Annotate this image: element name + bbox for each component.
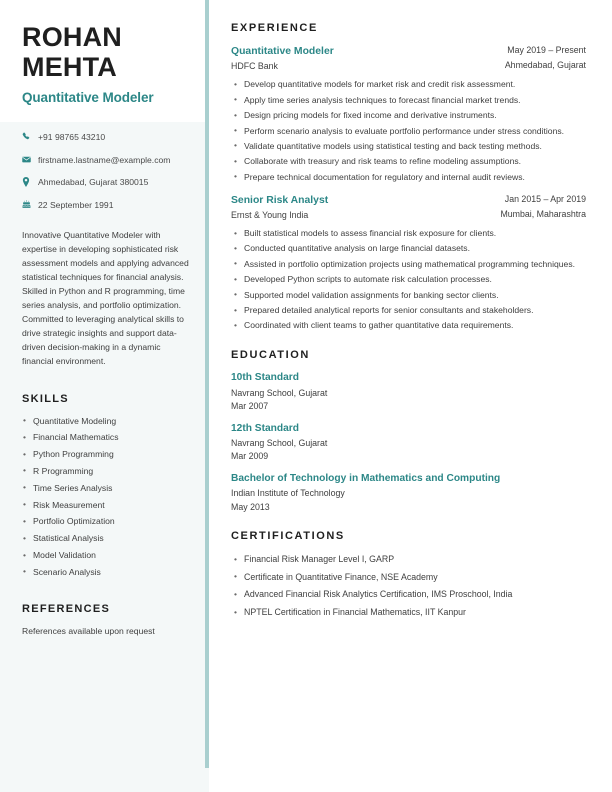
list-item: • Model Validation	[22, 549, 191, 562]
job-location: Ahmedabad, Gujarat	[504, 59, 586, 70]
contact-phone-value: +91 98765 43210	[38, 132, 106, 143]
list-item: • Scenario Analysis	[22, 566, 191, 579]
sidebar	[0, 0, 209, 792]
experience-section	[231, 22, 586, 332]
list-item: • Design pricing models for fixed income and derivative instruments.	[231, 109, 586, 122]
name-block	[22, 0, 191, 105]
candidate-headline: Quantitative Modeler	[22, 90, 154, 106]
references-section-title: REFERENCES	[22, 603, 111, 616]
job-responsibilities	[231, 227, 586, 332]
list-item: • Python Programming	[22, 448, 191, 461]
experience-section-title: EXPERIENCE	[231, 22, 318, 34]
skills-section	[22, 393, 191, 580]
list-item: • Advanced Financial Risk Analytics Certification, IMS Proschool, India	[231, 588, 586, 602]
education-degree: 10th Standard	[231, 372, 299, 384]
references-section	[22, 603, 191, 638]
list-item: • Perform scenario analysis to evaluate portfolio performance under stress conditions.	[231, 125, 586, 138]
certifications-section	[231, 530, 586, 620]
job-organization: HDFC Bank	[231, 61, 278, 71]
job-title: Senior Risk Analyst	[231, 194, 329, 206]
main-column	[209, 0, 612, 792]
education-date: May 2013	[231, 501, 270, 512]
location-pin-icon	[22, 176, 38, 187]
education-entry	[231, 372, 586, 412]
list-item: • Portfolio Optimization	[22, 515, 191, 528]
education-degree: Bachelor of Technology in Mathematics and Computing	[231, 472, 501, 484]
contact-location	[22, 176, 191, 188]
email-icon	[22, 154, 38, 164]
experience-entry-header	[231, 194, 586, 221]
contact-birthday	[22, 199, 191, 211]
experience-entry	[231, 194, 586, 333]
contact-email	[22, 154, 191, 166]
education-section	[231, 349, 586, 513]
skills-section-title: SKILLS	[22, 392, 69, 405]
list-item: • Risk Measurement	[22, 499, 191, 512]
list-item: • Statistical Analysis	[22, 532, 191, 545]
list-item: • Collaborate with treasury and risk teams to refine modeling assumptions.	[231, 155, 586, 168]
contact-location-value: Ahmedabad, Gujarat 380015	[38, 177, 149, 188]
list-item: • Coordinated with client teams to gather quantitative data requirements.	[231, 319, 586, 332]
contact-list	[22, 131, 191, 211]
job-location: Mumbai, Maharashtra	[500, 208, 586, 219]
education-date: Mar 2009	[231, 451, 269, 462]
list-item: • Supported model validation assignments for banking sector clients.	[231, 289, 586, 302]
education-degree: 12th Standard	[231, 422, 299, 434]
list-item: • Time Series Analysis	[22, 482, 191, 495]
education-entry	[231, 473, 586, 513]
list-item: • Prepare technical documentation for regulatory and internal audit reviews.	[231, 171, 586, 184]
job-dates: May 2019 – Present	[507, 45, 586, 55]
candidate-name-line1: ROHAN	[22, 22, 122, 52]
education-date: Mar 2007	[231, 401, 269, 412]
list-item: • Prepared detailed analytical reports for senior consultants and stakeholders.	[231, 304, 586, 317]
references-text: References available upon request	[22, 626, 155, 637]
list-item: • Financial Risk Manager Level I, GARP	[231, 553, 586, 567]
candidate-name-line2: MEHTA	[22, 52, 117, 83]
list-item: • Certificate in Quantitative Finance, NSE Academy	[231, 571, 586, 585]
education-school: Indian Institute of Technology	[231, 488, 345, 499]
list-item: • Financial Mathematics	[22, 431, 191, 444]
list-item: • Develop quantitative models for market risk and credit risk assessment.	[231, 78, 586, 91]
skills-list	[22, 415, 191, 580]
list-item: • Apply time series analysis techniques to forecast financial market trends.	[231, 94, 586, 107]
job-title: Quantitative Modeler	[231, 46, 334, 57]
list-item: • Validate quantitative models using statistical testing and back testing methods.	[231, 140, 586, 153]
job-organization: Ernst & Young India	[231, 209, 309, 220]
list-item: • Developed Python scripts to automate risk calculation processes.	[231, 273, 586, 286]
experience-entry-header	[231, 45, 586, 72]
education-entry	[231, 423, 586, 463]
phone-icon	[22, 131, 38, 141]
education-school: Navrang School, Gujarat	[231, 387, 328, 398]
education-section-title: EDUCATION	[231, 349, 310, 362]
job-dates: Jan 2015 – Apr 2019	[504, 193, 586, 204]
job-responsibilities	[231, 78, 586, 183]
contact-phone	[22, 131, 191, 143]
certifications-list	[231, 553, 586, 620]
education-school: Navrang School, Gujarat	[231, 438, 328, 449]
list-item: • R Programming	[22, 465, 191, 478]
birthday-cake-icon	[22, 199, 38, 209]
sidebar-divider-rule	[205, 0, 209, 768]
list-item: • Conducted quantitative analysis on large financial datasets.	[231, 242, 586, 255]
contact-email-value: firstname.lastname@example.com	[38, 154, 171, 165]
contact-birthday-value: 22 September 1991	[38, 199, 114, 210]
list-item: • Built statistical models to assess financial risk exposure for clients.	[231, 227, 586, 240]
list-item: • Assisted in portfolio optimization projects using mathematical programming techniques.	[231, 258, 586, 271]
list-item: • Quantitative Modeling	[22, 415, 191, 428]
professional-summary: Innovative Quantitative Modeler with expertise in developing sophisticated risk assessment models and applying advanced statistical techniques for financial analysis. Skilled in Python and R programming, time series analysis, and portfolio optimization. Committed to leveraging analytical skills to drive strategic insights and support data-driven decision-making in a dynamic financial environment.	[22, 230, 189, 366]
certifications-section-title: CERTIFICATIONS	[231, 530, 345, 543]
experience-entry	[231, 45, 586, 184]
list-item: • NPTEL Certification in Financial Mathematics, IIT Kanpur	[231, 606, 586, 620]
